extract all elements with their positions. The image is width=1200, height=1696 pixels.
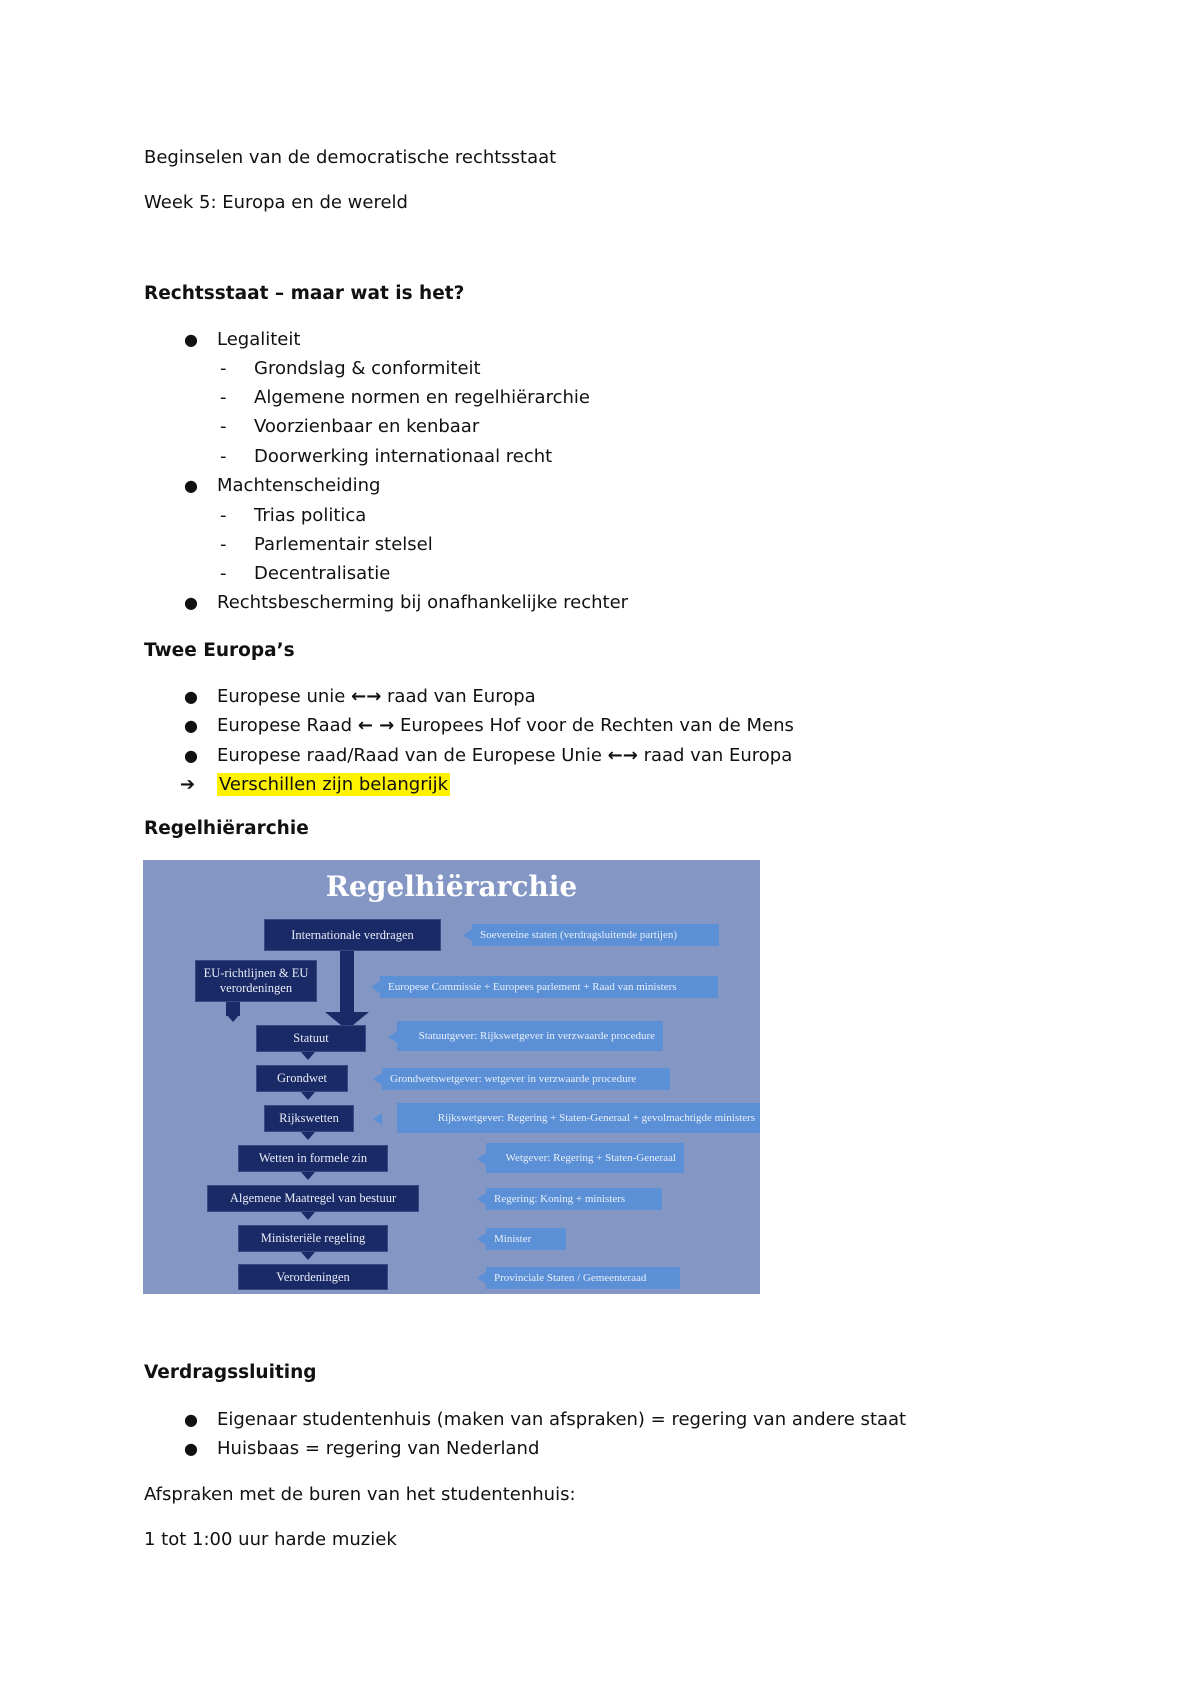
sub-item-label: Parlementair stelsel — [254, 534, 433, 555]
left-term: Europese Raad — [217, 715, 353, 736]
hierarchy-note: Minister — [486, 1228, 566, 1250]
left-term: Europese unie — [217, 686, 346, 707]
hierarchy-box: Grondwet — [256, 1065, 348, 1092]
arrow-down-icon — [301, 1132, 315, 1140]
highlighted-conclusion: Verschillen zijn belangrijk — [219, 774, 449, 795]
hierarchy-note: Provinciale Staten / Gemeenteraad — [486, 1267, 680, 1289]
arrow-left-icon — [477, 1193, 486, 1205]
list-item-label: Machtenscheiding — [217, 475, 381, 496]
list-item-label: Legaliteit — [217, 329, 301, 350]
document-page: Beginselen van de democratische rechtsstaat Week 5: Europa en de wereld Rechtsstaat – maar wat is het? ● Legaliteit - Grondslag & conformiteit - Algemene normen en regelhiërarchie - Voorzienbaar en kenbaar - Doorwerking internationaal recht ● Machtenscheiding - Trias politica - Parlementair stelsel - Decentralisatie ● Rechtsbescherming bij onafhankelijke rechter Twee Europa’s ● Europese unie ←→ raad van Europa ● Europese Raad ← → Europees Hof voor de Rechten van de Mens ● Europese raad/Raad van de Europese Unie ←→ raad van Europa ➔ Verschillen zijn belangrijk Regelhiërarchie Regelhiërarchie Internationale verdragen EU-richtlijnen & EU verordeningen Statuut Grondwet Rijkswetten Wetten in formele zin Algemene Maatregel van bestuur Ministeriële regeling Verordeningen Soevereine staten (verdragsluitende partijen) Europese Commissie + Europees parlement + Raad van ministers Statuutgever: Rijkswetgever in verzwaarde procedure Grondwetswetgever: wetgever in verzwaarde procedure Rijkswetgever: Regering + Staten-Generaal + gevolmachtigde ministers Wetgever: Regering + Staten-Generaal Regering: Koning + ministers Minister Provinciale Staten / Gemeenteraad Verdragssluiting ● Eigenaar studentenhuis (maken van afspraken) = regering van andere staat ● Huisbaas = regering van Nederland Afspraken met de buren van het studentenhuis: 1 tot 1:00 uur harde muziek — [144, 147, 907, 1550]
arrow-left-icon — [477, 1233, 486, 1245]
list-item-label: Rechtsbescherming bij onafhankelijke rechter — [217, 592, 629, 613]
paragraph: 1 tot 1:00 uur harde muziek — [144, 1529, 397, 1550]
arrow-right-icon: ➔ — [180, 774, 196, 795]
arrow-left-icon — [388, 1031, 397, 1043]
hierarchy-box: Ministeriële regeling — [238, 1225, 388, 1252]
arrow-down-icon — [301, 1252, 315, 1260]
right-term: raad van Europa — [643, 745, 793, 766]
bullet-icon: ● — [184, 330, 198, 349]
arrow-down-icon — [301, 1092, 315, 1100]
arrow-left-icon — [373, 1073, 382, 1085]
left-term: Europese raad/Raad van de Europese Unie — [217, 745, 602, 766]
sub-item-label: Decentralisatie — [254, 563, 391, 584]
sub-item-label: Algemene normen en regelhiërarchie — [254, 387, 590, 408]
hierarchy-box: Rijkswetten — [264, 1105, 354, 1132]
arrow-down-icon — [301, 1212, 315, 1220]
arrow-left-icon — [373, 1113, 382, 1125]
arrow-down-icon — [226, 1014, 240, 1022]
hierarchy-note: Grondwetswetgever: wetgever in verzwaarde procedure — [382, 1068, 670, 1090]
hierarchy-note: Regering: Koning + ministers — [486, 1188, 662, 1210]
list-item-label: Eigenaar studentenhuis (maken van afspraken) = regering van andere staat — [217, 1409, 907, 1430]
bullet-icon: ● — [184, 593, 198, 612]
bullet-icon: ● — [184, 687, 198, 706]
arrow-left-icon — [477, 1272, 486, 1284]
double-arrow-icon: ←→ — [351, 686, 382, 707]
arrow-down-icon — [301, 1172, 315, 1180]
regelhierarchie-diagram — [143, 860, 760, 1294]
bullet-icon: ● — [184, 476, 198, 495]
hierarchy-note: Statuutgever: Rijkswetgever in verzwaarde procedure — [397, 1021, 663, 1051]
hierarchy-note: Soevereine staten (verdragsluitende partijen) — [472, 924, 719, 946]
arrow-left-icon — [477, 1153, 486, 1165]
connector — [340, 941, 354, 1019]
hierarchy-box: EU-richtlijnen & EU verordeningen — [195, 960, 317, 1002]
section-heading-twee-europas: Twee Europa’s — [144, 640, 295, 661]
hierarchy-note: Wetgever: Regering + Staten-Generaal — [486, 1143, 684, 1173]
sub-item-label: Voorzienbaar en kenbaar — [254, 416, 480, 437]
section-heading-verdragssluiting: Verdragssluiting — [144, 1362, 317, 1383]
right-term: raad van Europa — [387, 686, 536, 707]
section-heading-regelhierarchie: Regelhiërarchie — [144, 818, 309, 839]
arrow-down-icon — [301, 1052, 315, 1060]
bullet-icon: ● — [184, 1410, 198, 1429]
section-heading-rechtsstaat: Rechtsstaat – maar wat is het? — [144, 283, 465, 304]
week-title: Week 5: Europa en de wereld — [144, 192, 408, 213]
paragraph: Afspraken met de buren van het studentenhuis: — [144, 1484, 576, 1505]
arrow-left-icon — [463, 929, 472, 941]
sub-item-label: Doorwerking internationaal recht — [254, 446, 553, 467]
hierarchy-box: Internationale verdragen — [264, 919, 441, 951]
bullet-icon: ● — [184, 746, 198, 765]
hierarchy-box: Wetten in formele zin — [238, 1145, 388, 1172]
double-arrow-icon: ←→ — [607, 745, 638, 766]
bullet-icon: ● — [184, 1439, 198, 1458]
list-item-label: Huisbaas = regering van Nederland — [217, 1438, 540, 1459]
double-arrow-icon: ← → — [357, 715, 395, 736]
course-title: Beginselen van de democratische rechtsstaat — [144, 147, 557, 168]
hierarchy-note: Europese Commissie + Europees parlement + Raad van ministers — [380, 976, 718, 998]
hierarchy-box: Statuut — [256, 1025, 366, 1052]
sub-item-label: Trias politica — [254, 505, 367, 526]
right-term: Europees Hof voor de Rechten van de Mens — [399, 715, 794, 736]
hierarchy-box: Algemene Maatregel van bestuur — [207, 1185, 419, 1212]
arrow-left-icon — [371, 981, 380, 993]
diagram-title: Regelhiërarchie — [325, 870, 578, 903]
bullet-icon: ● — [184, 716, 198, 735]
sub-item-label: Grondslag & conformiteit — [254, 358, 481, 379]
hierarchy-box: Verordeningen — [238, 1264, 388, 1290]
hierarchy-note: Rijkswetgever: Regering + Staten-Generaal + gevolmachtigde ministers — [397, 1103, 760, 1133]
